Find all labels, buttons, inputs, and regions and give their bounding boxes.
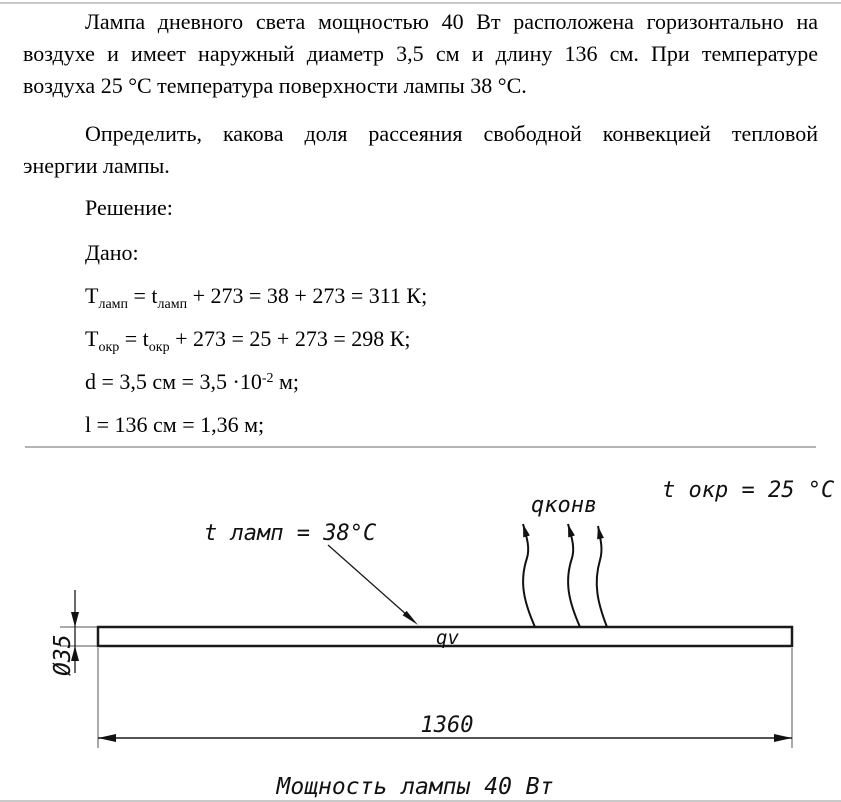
eq-term: d = 3,5 см = 3,5 ·10 — [85, 369, 262, 394]
equation-length: l = 136 см = 1,36 м; — [85, 412, 265, 437]
leader-arrowhead — [403, 611, 418, 625]
eq-term: м; — [273, 369, 300, 394]
problem-statement-paragraph — [23, 6, 818, 102]
eq-subscript: окр — [148, 340, 170, 355]
t-lamp-leader — [328, 545, 418, 625]
solution-label: Решение: — [85, 195, 173, 220]
eq-term: + 273 = 25 + 273 = 298 К; — [169, 326, 411, 351]
diameter-label: Ø35 — [50, 634, 76, 676]
text-line: Лампа дневного света мощностью 40 Вт расположена горизонтально на — [85, 9, 818, 34]
problem-text — [23, 6, 818, 441]
text-line: энергии лампы. — [23, 153, 170, 178]
section-divider — [25, 446, 816, 448]
equation-t-okr — [23, 323, 818, 355]
length-label: 1360 — [420, 713, 474, 738]
diameter-dimension — [50, 590, 79, 676]
page-top-border — [0, 2, 841, 4]
eq-subscript: ламп — [157, 297, 188, 312]
dim-arrow-right — [774, 734, 792, 742]
diagram-caption: Мощность лампы 40 Вт — [276, 774, 554, 800]
convection-arrow — [568, 524, 580, 627]
equation-diameter — [23, 366, 818, 398]
eq-term: Т — [85, 326, 99, 351]
eq-subscript: ламп — [98, 297, 129, 312]
task-paragraph — [23, 118, 818, 182]
convection-arrow — [597, 526, 607, 627]
eq-term: Т — [85, 283, 99, 308]
eq-term: = t — [128, 283, 158, 308]
lamp-temperature-label: t ламп = 38°С — [204, 521, 377, 546]
length-dimension — [98, 713, 792, 742]
text-line: воздуха 25 °С температура поверхности лампы 38 °С. — [23, 73, 527, 98]
text-line: воздухе и имеет наружный диаметр 3,5 см и длину 136 см. При температуре — [23, 41, 818, 66]
dim-arrow-down — [71, 612, 79, 627]
lamp-diagram — [0, 450, 841, 802]
ambient-temperature-label: t окр = 25 °С — [662, 478, 835, 503]
given-label: Дано: — [85, 240, 139, 265]
qv-label: qv — [436, 627, 459, 649]
dim-arrow-left — [98, 734, 116, 742]
lamp-diagram-canvas — [0, 450, 841, 802]
convection-flux-label: qконв — [531, 493, 598, 518]
eq-superscript: -2 — [261, 371, 274, 386]
eq-subscript: окр — [98, 340, 120, 355]
equation-t-lamp — [23, 280, 818, 312]
eq-term: + 273 = 38 + 273 = 311 К; — [187, 283, 428, 308]
eq-term: = t — [119, 326, 149, 351]
convection-arrows — [523, 524, 607, 627]
convection-arrow — [523, 524, 535, 627]
text-line: Определить, какова доля рассеяния свободной конвекцией тепловой — [85, 121, 818, 146]
